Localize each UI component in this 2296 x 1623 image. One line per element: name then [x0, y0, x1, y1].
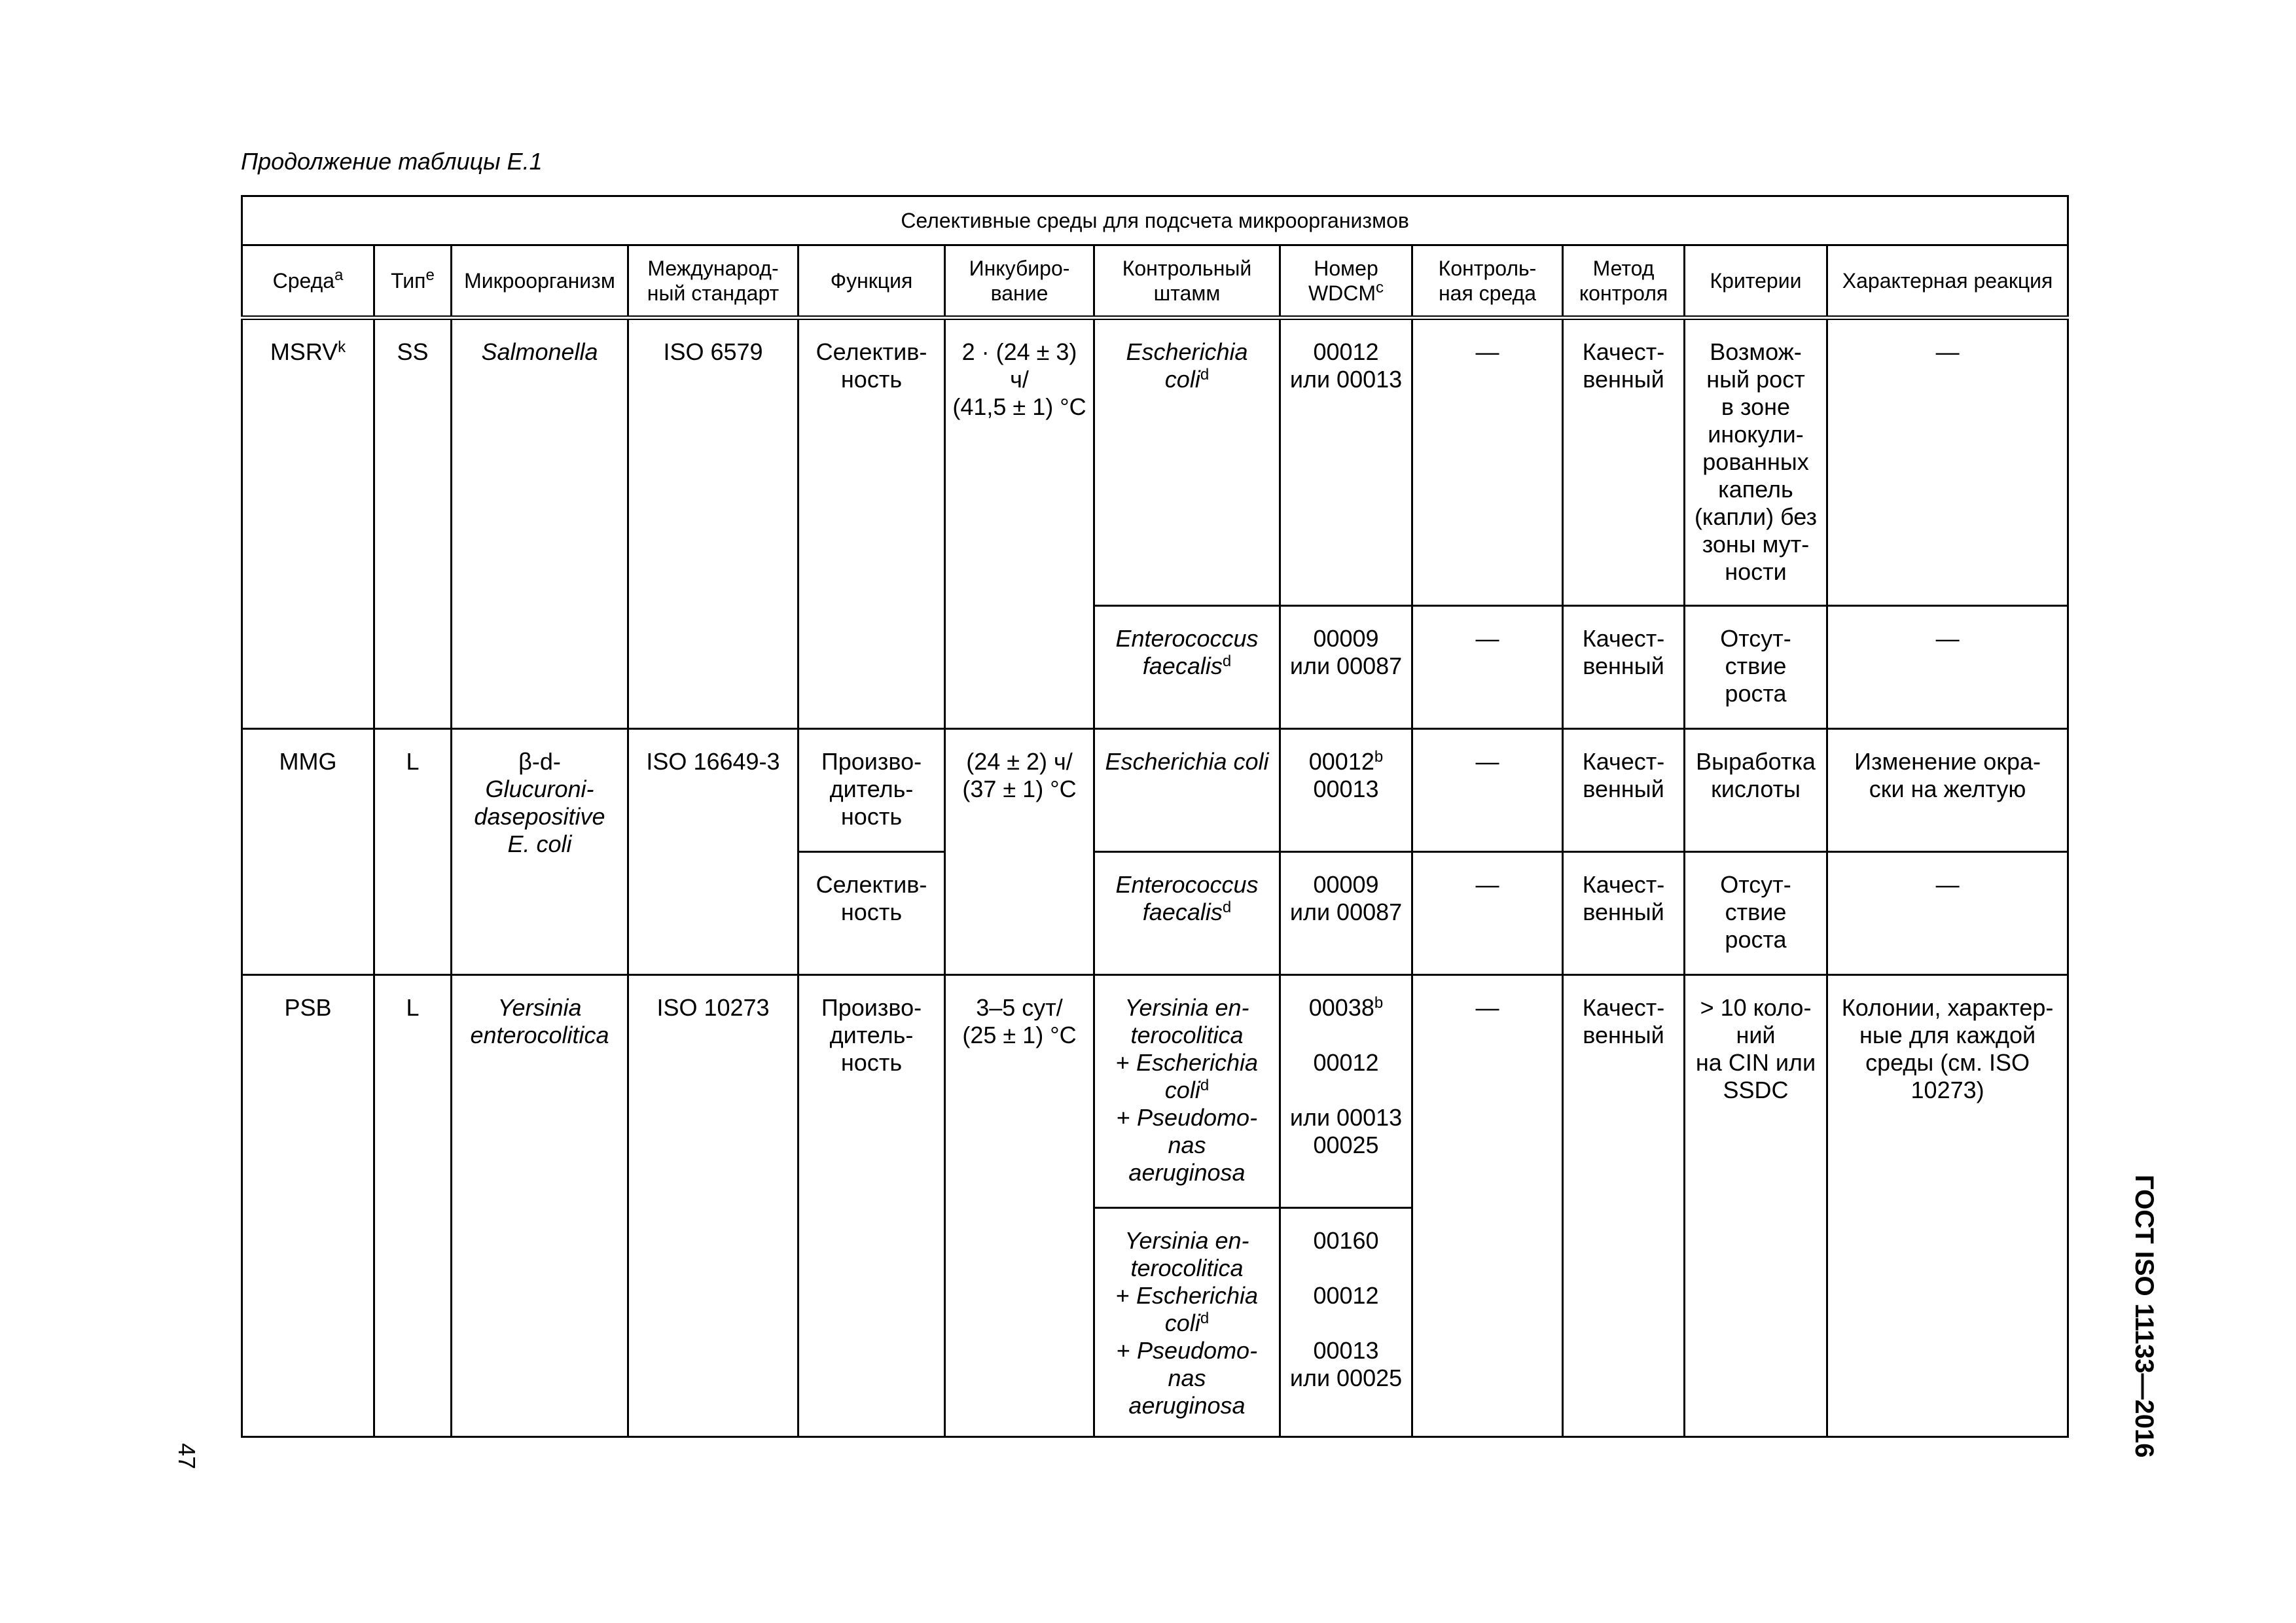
mmg-criteria-1: Выработка кислоты [1685, 729, 1827, 852]
msrv-control-medium-1: — [1412, 318, 1563, 606]
mmg-method-1: Качест- венный [1563, 729, 1685, 852]
header-row [242, 245, 2068, 318]
mmg-criteria-2: Отсут- ствие роста [1685, 852, 1827, 975]
msrv-microorganism: Salmonella [452, 318, 628, 729]
psb-strain-2: Yersinia en- terocolitica + Escherichia coli$^d$ + Pseudomo- nas aeruginosa [1094, 1208, 1280, 1437]
psb-wdcm-2: 00160 00012 00013 или 00025 [1280, 1208, 1412, 1437]
msrv-control-medium-2: — [1412, 606, 1563, 729]
psb-standard: ISO 10273 [628, 975, 798, 1437]
table-row [242, 318, 2068, 606]
msrv-criteria-2: Отсут- ствие роста [1685, 606, 1827, 729]
psb-criteria: > 10 коло- ний на CIN или SSDC [1685, 975, 1827, 1437]
header-microorganism: Микроорганизм [452, 245, 628, 318]
msrv-strain-1: Escherichia coli$^d$ [1094, 318, 1280, 606]
document-id: ГОСТ ISO 11133—2016 [2130, 1175, 2159, 1458]
super-header-row [242, 196, 2068, 245]
mmg-strain-1: Escherichia coli [1094, 729, 1280, 852]
msrv-method-2: Качест- венный [1563, 606, 1685, 729]
header-standard: Международ- ный стандарт [628, 245, 798, 318]
header-function: Функция [798, 245, 945, 318]
mmg-reaction-1: Изменение окра- ски на желтую [1827, 729, 2068, 852]
msrv-incubation: 2 · (24 ± 3) ч/ (41,5 ± 1) °C [945, 318, 1094, 729]
mmg-microorganism: β-d- Glucuroni- dasepositive E. coli [452, 729, 628, 975]
mmg-strain-2: Enterococcus faecalis$^d$ [1094, 852, 1280, 975]
mmg-function-1: Произво- дитель- ность [798, 729, 945, 852]
msrv-method-1: Качест- венный [1563, 318, 1685, 606]
psb-medium: PSB [242, 975, 374, 1437]
msrv-function: Селектив- ность [798, 318, 945, 729]
page-number: 47 [173, 1443, 200, 1470]
table-row [242, 975, 2068, 1208]
header-control-medium: Контроль- ная среда [1412, 245, 1563, 318]
msrv-wdcm-1: 00012 или 00013 [1280, 318, 1412, 606]
mmg-reaction-2: — [1827, 852, 2068, 975]
header-control-strain: Контрольный штамм [1094, 245, 1280, 318]
mmg-medium: MMG [242, 729, 374, 975]
mmg-control-medium-2: — [1412, 852, 1563, 975]
psb-reaction: Колонии, характер- ные для каждой среды (см. ISO 10273) [1827, 975, 2068, 1437]
header-incubation: Инкубиро- вание [945, 245, 1094, 318]
psb-type: L [374, 975, 452, 1437]
psb-microorganism: Yersinia enterocolitica [452, 975, 628, 1437]
media-table [241, 195, 2069, 1438]
header-method: Метод контроля [1563, 245, 1685, 318]
msrv-reaction-1: — [1827, 318, 2068, 606]
super-header: Селективные среды для подсчета микроорганизмов [242, 196, 2068, 245]
header-reaction: Характерная реакция [1827, 245, 2068, 318]
table-row [242, 729, 2068, 852]
msrv-criteria-1: Возмож- ный рост в зоне инокули- рованных капель (капли) без зоны мут- ности [1685, 318, 1827, 606]
header-medium: Среда$^a$ [242, 245, 374, 318]
psb-function: Произво- дитель- ность [798, 975, 945, 1437]
msrv-medium: MSRV$^k$ [242, 318, 374, 729]
psb-wdcm-1: 00038$^b$ 00012 или 00013 00025 [1280, 975, 1412, 1208]
header-wdcm: Номер WDCM$^c$ [1280, 245, 1412, 318]
psb-control-medium: — [1412, 975, 1563, 1437]
mmg-standard: ISO 16649-3 [628, 729, 798, 975]
mmg-method-2: Качест- венный [1563, 852, 1685, 975]
table-caption: Продолжение таблицы Е.1 [241, 148, 543, 175]
mmg-type: L [374, 729, 452, 975]
msrv-standard: ISO 6579 [628, 318, 798, 729]
mmg-control-medium-1: — [1412, 729, 1563, 852]
header-criteria: Критерии [1685, 245, 1827, 318]
mmg-wdcm-2: 00009 или 00087 [1280, 852, 1412, 975]
msrv-type: SS [374, 318, 452, 729]
msrv-strain-2: Enterococcus faecalis$^d$ [1094, 606, 1280, 729]
header-type: Тип$^e$ [374, 245, 452, 318]
msrv-wdcm-2: 00009 или 00087 [1280, 606, 1412, 729]
psb-strain-1: Yersinia en- terocolitica + Escherichia coli$^d$ + Pseudomo- nas aeruginosa [1094, 975, 1280, 1208]
psb-method: Качест- венный [1563, 975, 1685, 1437]
psb-incubation: 3–5 сут/ (25 ± 1) °C [945, 975, 1094, 1437]
mmg-wdcm-1: 00012$^b$ 00013 [1280, 729, 1412, 852]
mmg-function-2: Селектив- ность [798, 852, 945, 975]
msrv-reaction-2: — [1827, 606, 2068, 729]
mmg-incubation: (24 ± 2) ч/ (37 ± 1) °C [945, 729, 1094, 975]
